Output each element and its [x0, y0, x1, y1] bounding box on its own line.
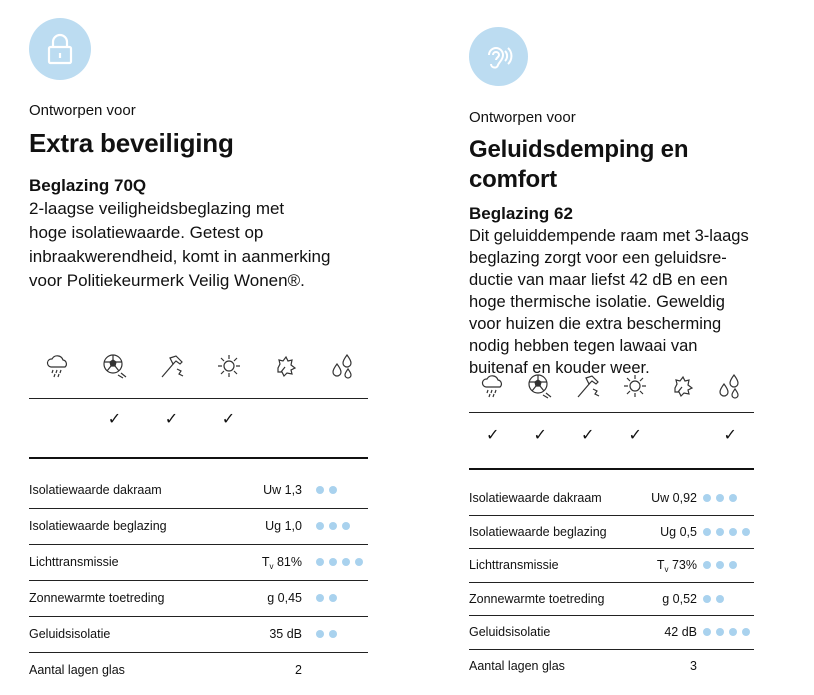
check-mark — [257, 409, 314, 431]
spec-label: Aantal lagen glas — [469, 658, 565, 673]
product-name: Beglazing 70Q — [29, 176, 147, 195]
rating-dots — [703, 561, 737, 569]
spec-table — [29, 473, 368, 688]
feature-icons — [29, 351, 371, 381]
eyebrow: Ontworpen voor — [29, 102, 136, 119]
spec-label: Lichttransmissie — [29, 555, 119, 569]
check-mark: ✓ — [581, 427, 595, 444]
ball-icon — [86, 351, 143, 381]
spec-row — [469, 482, 754, 516]
spec-label: Isolatiewaarde beglazing — [469, 524, 607, 539]
check-mark: ✓ — [107, 411, 122, 428]
spec-label: Aantal lagen glas — [29, 663, 125, 677]
divider — [469, 412, 754, 413]
card-title: Geluidsdemping en comfort — [469, 136, 689, 193]
spec-label: Zonnewarmte toetreding — [469, 591, 605, 606]
spec-row — [29, 581, 368, 617]
spec-row — [469, 650, 754, 683]
spec-label: Isolatiewaarde dakraam — [29, 483, 162, 497]
spec-row — [29, 509, 368, 545]
spec-label: Zonnewarmte toetreding — [29, 591, 165, 605]
divider — [29, 398, 368, 399]
spec-value: Uw 0,92 — [651, 491, 697, 505]
leaf-icon — [659, 371, 707, 401]
card-extra-security — [29, 18, 368, 677]
card-title: Extra beveiliging — [29, 128, 234, 158]
feature-checks — [469, 425, 754, 447]
product-description: 2-laagse veiligheidsbeglazing met hoge isolatiewaarde. Getest op inbraakwerendheid, komt in aanmerking voor Politiekeurmerk Veilig Wonen®. — [29, 199, 331, 290]
check-mark: ✓ — [486, 427, 500, 444]
spec-value: $T_v$ 73% — [656, 558, 697, 574]
rating-dots — [316, 486, 337, 494]
check-mark: ✓ — [628, 427, 642, 444]
spec-label: Isolatiewaarde beglazing — [29, 519, 167, 533]
lock-icon — [45, 32, 75, 66]
rating-dots — [703, 528, 750, 536]
ball-icon — [517, 371, 565, 401]
spec-value: Ug 1,0 — [265, 519, 302, 533]
check-mark: ✓ — [533, 427, 547, 444]
spec-row — [29, 653, 368, 688]
spec-value: 2 — [295, 663, 302, 677]
feature-icons — [469, 371, 754, 401]
feature-checks — [29, 409, 371, 431]
spec-row — [469, 616, 754, 650]
check-mark: ✓ — [164, 411, 179, 428]
spec-value: g 0,52 — [662, 591, 697, 606]
spec-label: Isolatiewaarde dakraam — [469, 491, 602, 505]
divider-thick — [29, 457, 368, 459]
spec-row — [29, 617, 368, 653]
drops-icon — [707, 371, 755, 401]
spec-value: Ug 0,5 — [660, 524, 697, 539]
eyebrow: Ontworpen voor — [469, 109, 576, 126]
rating-dots — [316, 558, 363, 566]
spec-row — [29, 473, 368, 509]
check-mark — [29, 409, 86, 431]
check-mark: ✓ — [723, 427, 737, 444]
divider-thick — [469, 468, 754, 470]
spec-label: Lichttransmissie — [469, 558, 559, 572]
sun-icon — [612, 371, 660, 401]
lock-badge — [29, 18, 91, 80]
drops-icon — [314, 351, 371, 381]
spec-value: Uw 1,3 — [263, 483, 302, 497]
hammer-icon — [564, 371, 612, 401]
rain-cloud-icon — [469, 371, 517, 401]
rain-cloud-icon — [29, 351, 86, 381]
check-mark: ✓ — [221, 411, 236, 428]
leaf-icon — [257, 351, 314, 381]
check-mark — [659, 425, 707, 447]
rating-dots — [316, 594, 337, 602]
ear-sound-icon — [482, 40, 516, 74]
spec-table — [469, 482, 754, 682]
spec-row — [469, 549, 754, 583]
rating-dots — [316, 522, 350, 530]
spec-label: Geluidsisolatie — [469, 625, 551, 639]
spec-row — [469, 516, 754, 550]
rating-dots — [703, 595, 724, 603]
spec-value: 35 dB — [269, 627, 302, 641]
product-name: Beglazing 62 — [469, 204, 573, 223]
ear-badge — [469, 27, 528, 86]
check-mark — [314, 409, 371, 431]
rating-dots — [316, 630, 337, 638]
spec-value: g 0,45 — [267, 591, 302, 605]
hammer-icon — [143, 351, 200, 381]
spec-row — [469, 583, 754, 617]
spec-value: 42 dB — [664, 625, 697, 639]
spec-row — [29, 545, 368, 581]
spec-value: 3 — [690, 658, 697, 673]
product-description: Dit geluiddempende raam met 3-laags beglazing zorgt voor een geluidsre- ductie van maar liefst 42 dB en een hoge thermische isolatie. Geweldig voor huizen die extra bescherming nodig hebben tegen lawaai van buitenaf en kouder weer. — [469, 227, 749, 377]
rating-dots — [703, 494, 737, 502]
sun-icon — [200, 351, 257, 381]
spec-value: $T_v$ 81% — [261, 555, 302, 571]
card-sound-comfort — [469, 27, 754, 673]
spec-label: Geluidsisolatie — [29, 627, 111, 641]
rating-dots — [703, 628, 750, 636]
